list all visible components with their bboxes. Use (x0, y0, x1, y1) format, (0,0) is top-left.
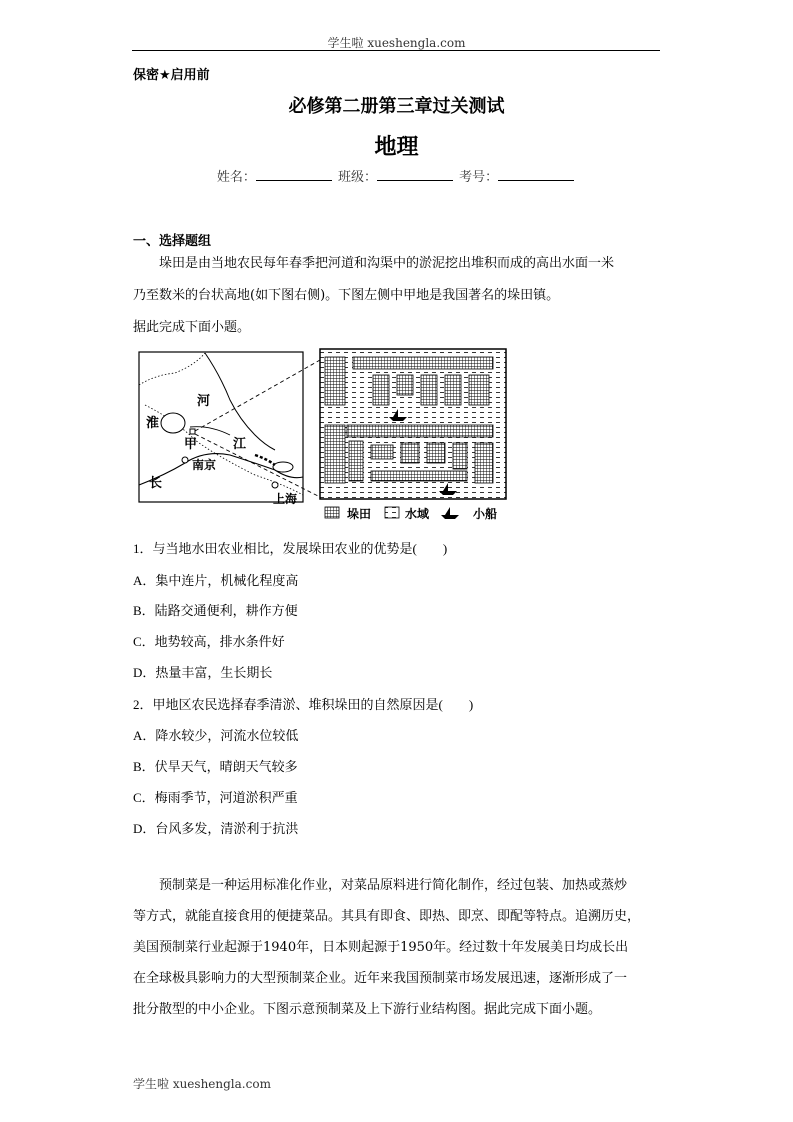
map-legend (325, 506, 497, 521)
legend-duotian-swatch (325, 507, 339, 518)
class-blank (377, 168, 453, 181)
nanjing-marker (182, 457, 188, 463)
prepared-food-paragraph (133, 870, 663, 1025)
label-nanjing: 南京 (192, 458, 217, 472)
passage-line: 批分散型的中小企业。下图示意预制菜及上下游行业结构图。据此完成下面小题。 (133, 1002, 602, 1017)
question-1-option-a[interactable]: A．集中连片，机械化程度高 (133, 573, 299, 588)
shanghai-marker (272, 482, 278, 488)
label-river: 河 (197, 394, 211, 409)
passage-line: 预制菜是一种运用标准化作业，对菜品原料进行简化制作，经过包装、加热或蒸炒 (159, 878, 628, 893)
intro-line: 据此完成下面小题。 (133, 320, 251, 335)
student-fields (0, 166, 793, 185)
class-label: 班级： (337, 170, 377, 185)
doc-title: 必修第二册第三章过关测试 (288, 96, 505, 117)
question-1-option-b[interactable]: B．陆路交通便利，耕作方便 (133, 603, 298, 618)
label-chang: 长 (149, 476, 163, 491)
question-2-option-a[interactable]: A．降水较少，河流水位较低 (133, 728, 299, 743)
legend-boat-label: 小船 (473, 507, 498, 521)
intro-line: 乃至数米的台状高地(如下图右侧)。下图左侧中甲地是我国著名的垛田镇。 (133, 288, 560, 303)
question-2-stem: 2．甲地区农民选择春季清淤、堆积垛田的自然原因是( ) (133, 697, 474, 712)
question-2-option-d[interactable]: D．台风多发，清淤利于抗洪 (133, 821, 299, 836)
secret-label: 保密★启用前 (133, 68, 210, 83)
island (273, 462, 293, 472)
question-1-option-c[interactable]: C．地势较高，排水条件好 (133, 634, 285, 649)
question-1-stem: 1．与当地水田农业相比，发展垛田农业的优势是( ) (133, 541, 448, 556)
header-site: 学生啦 xueshengla.com (327, 36, 466, 50)
label-jiang: 江 (233, 437, 247, 452)
footer-site: 学生啦 xueshengla.com (133, 1077, 271, 1091)
question-1-option-d[interactable]: D．热量丰富，生长期长 (133, 665, 273, 680)
legend-water-label: 水域 (405, 507, 430, 521)
label-jia: 甲 (184, 437, 198, 452)
name-blank (256, 168, 332, 181)
legend-boat-icon (441, 507, 459, 519)
question-2-option-b[interactable]: B．伏旱天气，晴朗天气较多 (133, 759, 298, 774)
legend-water-swatch (385, 507, 399, 518)
intro-paragraph (133, 248, 663, 344)
number-blank (498, 168, 574, 181)
duotian-map-figure (135, 345, 515, 525)
name-label: 姓名： (216, 170, 256, 185)
section-heading: 一、选择题组 (133, 234, 212, 249)
doc-subject: 地理 (374, 135, 419, 160)
label-huai: 淮 (146, 416, 160, 431)
passage-line: 美国预制菜行业起源于1940年，日本则起源于1950年。经过数十年发展美日均成长出 (133, 940, 629, 955)
passage-line: 等方式，就能直接食用的便捷菜品。其具有即食、即热、即烹、即配等特点。追溯历史， (133, 909, 641, 924)
header-divider (132, 50, 660, 51)
jia-marker (190, 429, 195, 434)
intro-line: 垛田是由当地农民每年春季把河道和沟渠中的淤泥挖出堆积而成的高出水面一米 (159, 256, 615, 271)
number-label: 考号： (459, 170, 499, 185)
legend-duotian-label: 垛田 (347, 507, 372, 521)
passage-line: 在全球极具影响力的大型预制菜企业。近年来我国预制菜市场发展迅速，逐渐形成了一 (133, 971, 628, 986)
hongze-lake (161, 413, 185, 433)
question-2-option-c[interactable]: C．梅雨季节，河道淤积严重 (133, 790, 298, 805)
label-shanghai: 上海 (273, 492, 298, 506)
